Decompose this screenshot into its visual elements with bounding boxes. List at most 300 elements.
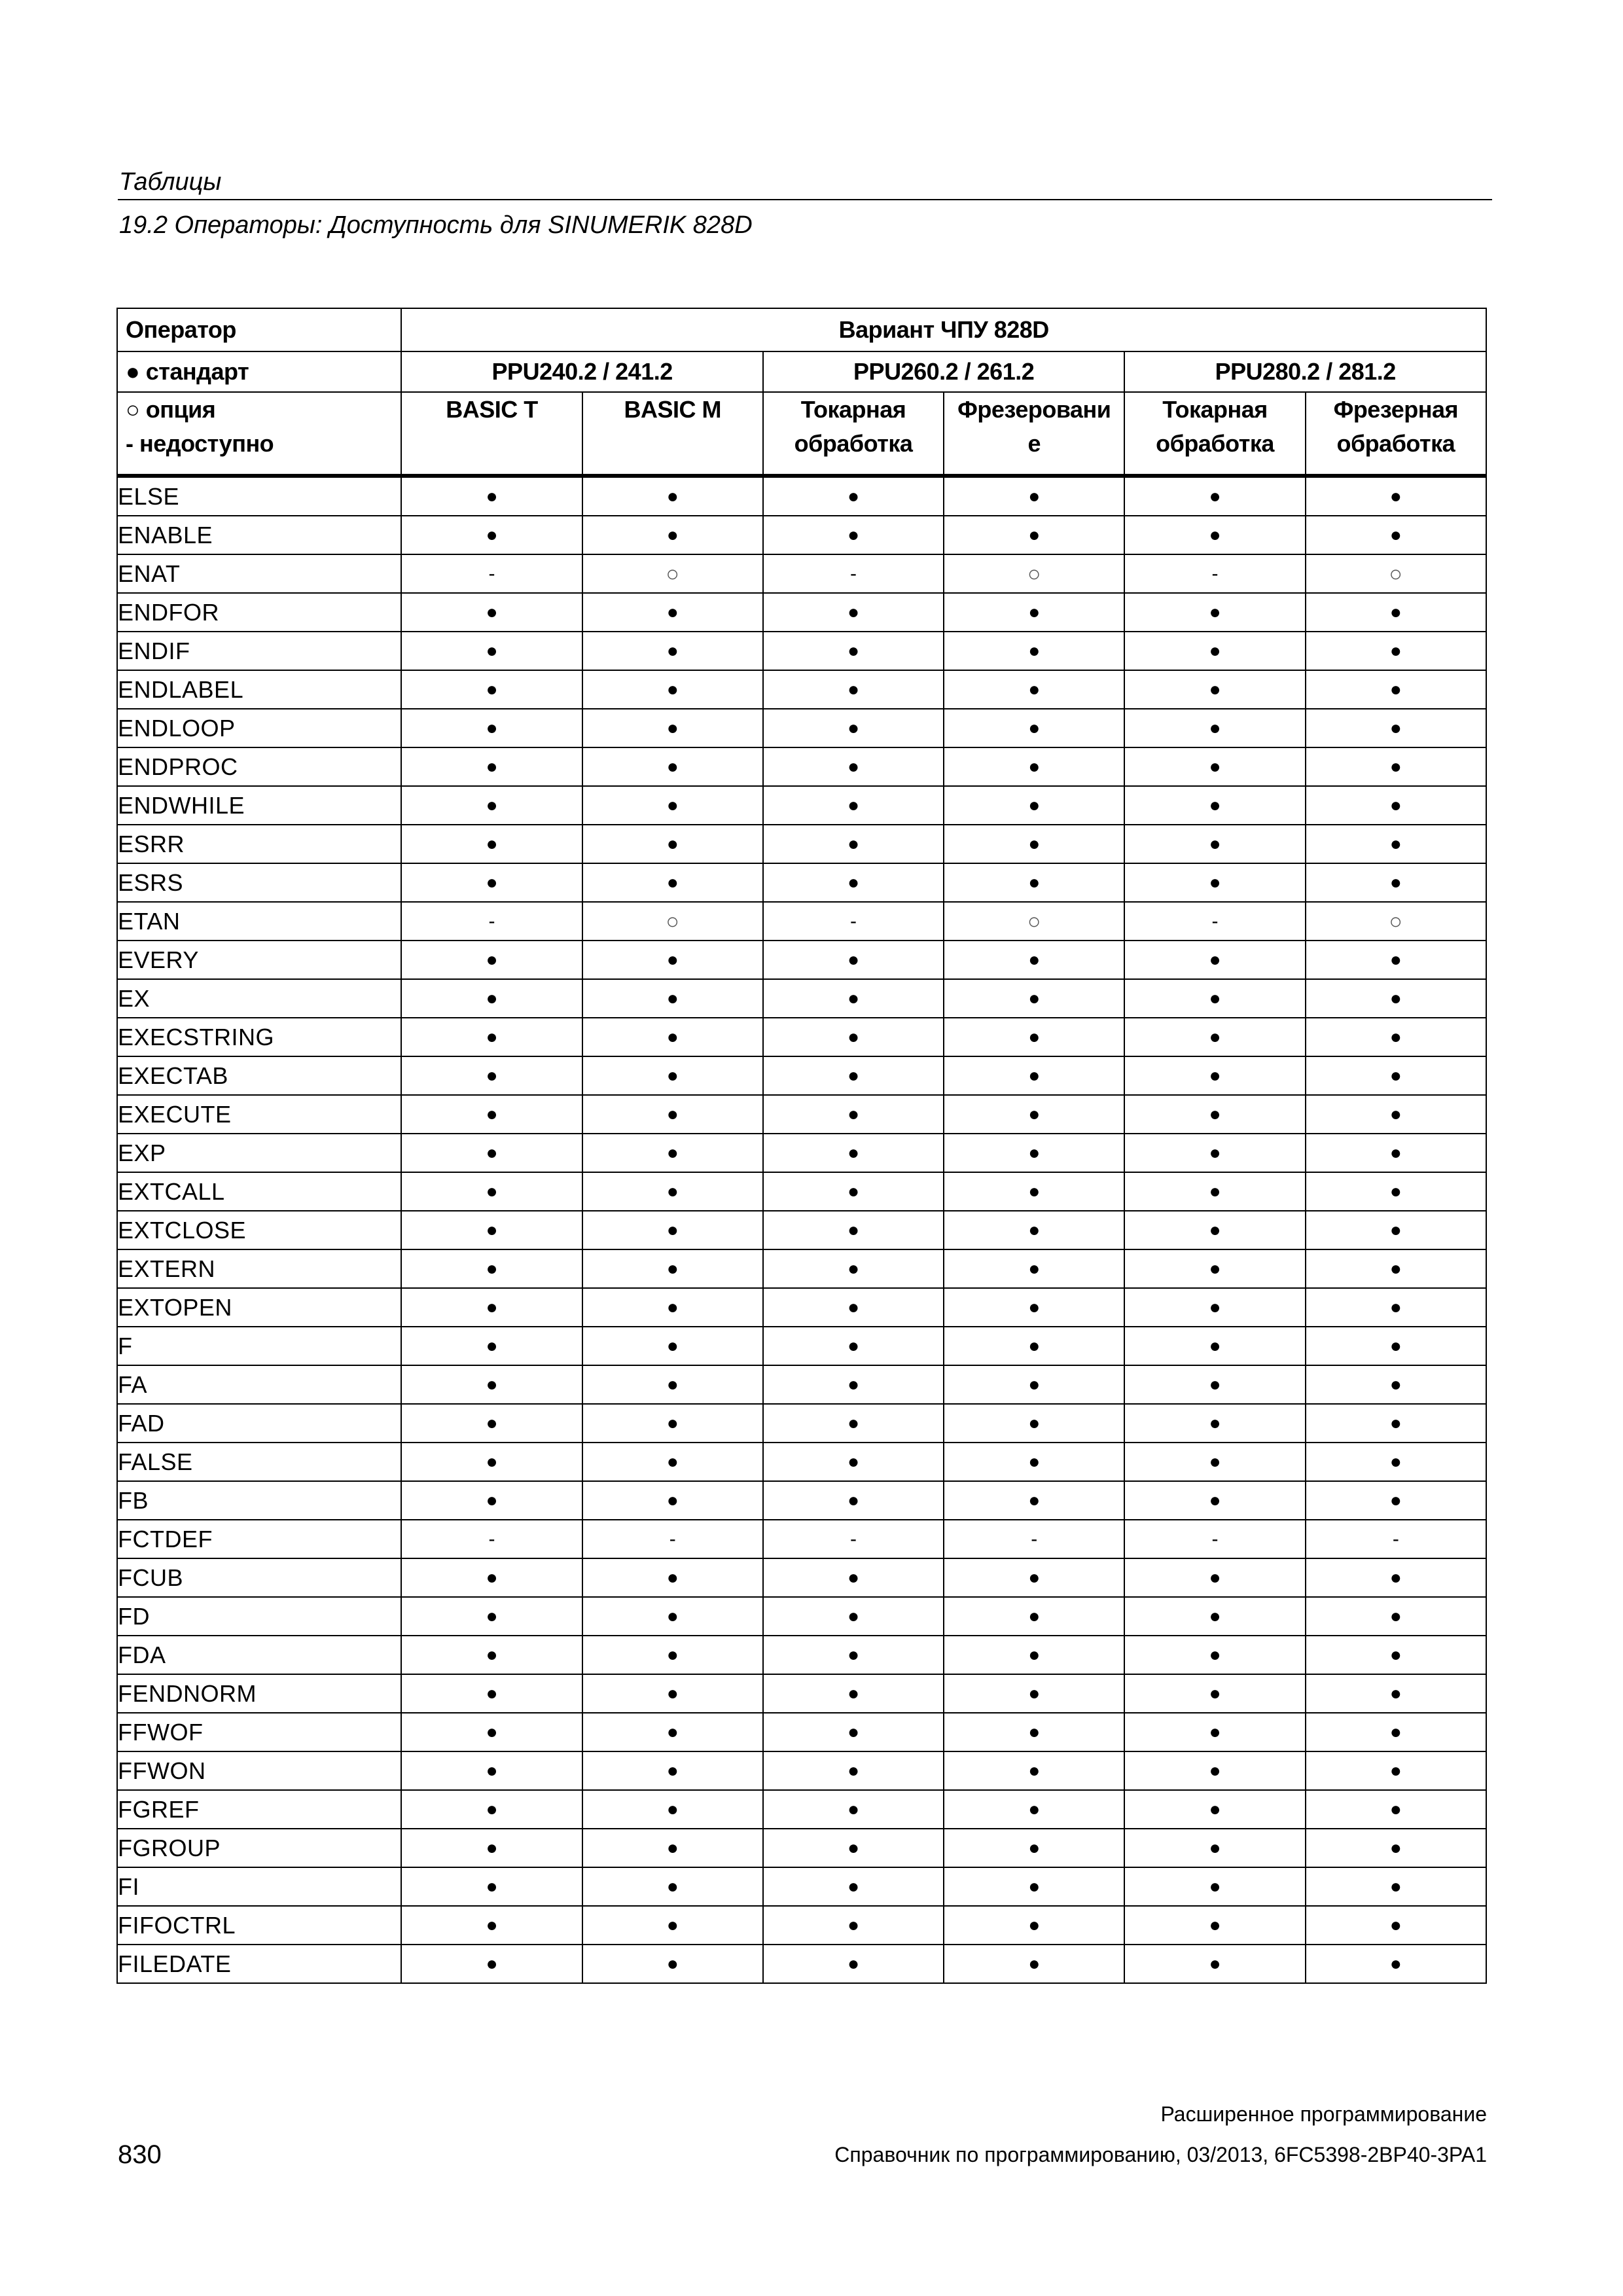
availability-std: ● <box>763 1790 944 1829</box>
availability-std: ● <box>763 1751 944 1790</box>
operator-name: F <box>117 1327 401 1365</box>
availability-std: ● <box>401 1636 582 1674</box>
availability-std: ● <box>944 709 1124 747</box>
operator-name: FDA <box>117 1636 401 1674</box>
availability-std: ● <box>582 709 763 747</box>
availability-std: ● <box>1306 1249 1486 1288</box>
operator-name: ENDPROC <box>117 747 401 786</box>
availability-std: ● <box>763 747 944 786</box>
availability-std: ● <box>944 1597 1124 1636</box>
availability-std: ● <box>401 941 582 979</box>
availability-std: ● <box>1124 1018 1305 1056</box>
legend-option: ○ опция <box>126 396 216 423</box>
availability-std: ● <box>582 1751 763 1790</box>
column-header-line: Токарная <box>800 396 906 423</box>
table-row <box>117 1636 1486 1674</box>
legend-unavailable: - недоступно <box>126 430 274 457</box>
availability-std: ● <box>582 1945 763 1983</box>
availability-std: ● <box>1306 1365 1486 1404</box>
availability-std: ● <box>401 1945 582 1983</box>
availability-std: ● <box>944 632 1124 670</box>
availability-std: ● <box>1306 747 1486 786</box>
table-row <box>117 1018 1486 1056</box>
table-row <box>117 670 1486 709</box>
operator-name: FILEDATE <box>117 1945 401 1983</box>
legend-standard: ● стандарт <box>117 351 401 392</box>
availability-std: ● <box>944 1481 1124 1520</box>
operator-name: FFWOF <box>117 1713 401 1751</box>
operator-name: ENABLE <box>117 516 401 554</box>
availability-std: ● <box>1124 1134 1305 1172</box>
availability-std: ● <box>1306 941 1486 979</box>
operator-name: ENDLOOP <box>117 709 401 747</box>
availability-std: ● <box>1306 1211 1486 1249</box>
table-row <box>117 747 1486 786</box>
availability-std: ● <box>401 1674 582 1713</box>
table-body <box>117 476 1486 1983</box>
operator-name: FI <box>117 1867 401 1906</box>
availability-std: ● <box>763 979 944 1018</box>
table-row <box>117 1790 1486 1829</box>
availability-std: ● <box>763 593 944 632</box>
availability-std: ● <box>944 979 1124 1018</box>
availability-na: - <box>944 1520 1124 1558</box>
table-row <box>117 1288 1486 1327</box>
availability-std: ● <box>1124 1674 1305 1713</box>
availability-std: ● <box>582 632 763 670</box>
column-header-line: BASIC M <box>624 396 722 423</box>
availability-std: ● <box>1306 825 1486 863</box>
availability-std: ● <box>401 1018 582 1056</box>
variant-header: Вариант ЧПУ 828D <box>401 308 1486 351</box>
availability-std: ● <box>944 1172 1124 1211</box>
availability-std: ● <box>401 1751 582 1790</box>
availability-std: ● <box>582 786 763 825</box>
availability-na: - <box>401 554 582 593</box>
availability-std: ● <box>582 1636 763 1674</box>
availability-std: ● <box>582 1288 763 1327</box>
availability-std: ● <box>944 941 1124 979</box>
table-row <box>117 825 1486 863</box>
availability-std: ● <box>1124 1867 1305 1906</box>
availability-std: ● <box>944 747 1124 786</box>
column-header-turning-280 <box>1124 392 1305 476</box>
availability-std: ● <box>1124 941 1305 979</box>
availability-std: ● <box>763 516 944 554</box>
operator-name: FALSE <box>117 1443 401 1481</box>
availability-std: ● <box>582 1674 763 1713</box>
availability-std: ● <box>1124 1790 1305 1829</box>
availability-std: ● <box>582 1249 763 1288</box>
availability-std: ● <box>1306 1867 1486 1906</box>
availability-opt: ○ <box>1306 902 1486 941</box>
availability-std: ● <box>1124 632 1305 670</box>
availability-na: - <box>763 1520 944 1558</box>
availability-std: ● <box>763 1018 944 1056</box>
availability-std: ● <box>401 1829 582 1867</box>
availability-std: ● <box>944 1829 1124 1867</box>
availability-std: ● <box>1124 516 1305 554</box>
availability-std: ● <box>944 1558 1124 1597</box>
operator-name: ENDFOR <box>117 593 401 632</box>
operator-name: FFWON <box>117 1751 401 1790</box>
operator-header: Оператор <box>117 308 401 351</box>
availability-std: ● <box>582 747 763 786</box>
operator-name: FCTDEF <box>117 1520 401 1558</box>
table-row <box>117 1713 1486 1751</box>
availability-std: ● <box>582 1211 763 1249</box>
column-header-line: Фрезерная <box>1333 396 1459 423</box>
operator-name: EXECTAB <box>117 1056 401 1095</box>
availability-std: ● <box>582 1095 763 1134</box>
operator-name: EXECSTRING <box>117 1018 401 1056</box>
availability-std: ● <box>944 1288 1124 1327</box>
operator-name: EXTCALL <box>117 1172 401 1211</box>
availability-std: ● <box>944 1674 1124 1713</box>
availability-std: ● <box>582 1365 763 1404</box>
column-header-line: обработка <box>794 430 913 457</box>
operator-name: EXTCLOSE <box>117 1211 401 1249</box>
availability-std: ● <box>582 825 763 863</box>
availability-std: ● <box>582 1172 763 1211</box>
availability-std: ● <box>944 1095 1124 1134</box>
table-row <box>117 1945 1486 1983</box>
availability-std: ● <box>582 1558 763 1597</box>
table-row <box>117 1481 1486 1520</box>
availability-std: ● <box>1306 786 1486 825</box>
availability-std: ● <box>401 1056 582 1095</box>
table-row <box>117 863 1486 902</box>
availability-std: ● <box>1306 1134 1486 1172</box>
availability-std: ● <box>1306 1713 1486 1751</box>
table-row <box>117 1134 1486 1172</box>
operator-name: FENDNORM <box>117 1674 401 1713</box>
column-header-line: Токарная <box>1162 396 1268 423</box>
availability-std: ● <box>1124 709 1305 747</box>
availability-std: ● <box>763 1867 944 1906</box>
page-header <box>118 166 1492 241</box>
availability-std: ● <box>582 1867 763 1906</box>
availability-std: ● <box>944 1404 1124 1443</box>
availability-std: ● <box>401 516 582 554</box>
operator-name: EXECUTE <box>117 1095 401 1134</box>
availability-std: ● <box>1124 1172 1305 1211</box>
availability-std: ● <box>1124 1327 1305 1365</box>
availability-std: ● <box>401 1172 582 1211</box>
availability-std: ● <box>1306 1751 1486 1790</box>
operator-name: ENDLABEL <box>117 670 401 709</box>
availability-std: ● <box>1306 1443 1486 1481</box>
availability-std: ● <box>582 863 763 902</box>
table-row <box>117 1443 1486 1481</box>
subsection-title: 19.2 Операторы: Доступность для SINUMERIK 828D <box>119 211 753 239</box>
availability-std: ● <box>763 1134 944 1172</box>
column-header-line: обработка <box>1336 430 1455 457</box>
availability-opt: ○ <box>582 902 763 941</box>
availability-std: ● <box>1124 476 1305 516</box>
table-row <box>117 476 1486 516</box>
availability-std: ● <box>1124 1945 1305 1983</box>
availability-na: - <box>1306 1520 1486 1558</box>
availability-std: ● <box>582 593 763 632</box>
availability-std: ● <box>763 941 944 979</box>
availability-std: ● <box>763 1443 944 1481</box>
availability-std: ● <box>401 1365 582 1404</box>
availability-std: ● <box>763 476 944 516</box>
availability-std: ● <box>401 1288 582 1327</box>
availability-std: ● <box>1124 1558 1305 1597</box>
availability-std: ● <box>763 1906 944 1945</box>
table-row <box>117 1829 1486 1867</box>
availability-std: ● <box>944 1867 1124 1906</box>
availability-std: ● <box>763 1481 944 1520</box>
availability-std: ● <box>582 1404 763 1443</box>
operator-name: FGREF <box>117 1790 401 1829</box>
availability-std: ● <box>1124 747 1305 786</box>
availability-opt: ○ <box>944 902 1124 941</box>
availability-std: ● <box>1306 516 1486 554</box>
operator-name: FD <box>117 1597 401 1636</box>
availability-std: ● <box>763 1713 944 1751</box>
table-row <box>117 1211 1486 1249</box>
availability-std: ● <box>944 1790 1124 1829</box>
availability-std: ● <box>401 1095 582 1134</box>
availability-std: ● <box>401 1597 582 1636</box>
table-row <box>117 979 1486 1018</box>
availability-std: ● <box>944 1713 1124 1751</box>
availability-std: ● <box>763 1211 944 1249</box>
availability-std: ● <box>763 1327 944 1365</box>
availability-std: ● <box>401 979 582 1018</box>
availability-std: ● <box>1306 979 1486 1018</box>
column-header-basic-t <box>401 392 582 476</box>
availability-std: ● <box>1124 863 1305 902</box>
availability-opt: ○ <box>944 554 1124 593</box>
availability-std: ● <box>1306 709 1486 747</box>
operator-name: EXTERN <box>117 1249 401 1288</box>
table-row <box>117 1520 1486 1558</box>
availability-std: ● <box>401 632 582 670</box>
table-row <box>117 902 1486 941</box>
column-header-line: Фрезеровани <box>957 396 1111 423</box>
availability-std: ● <box>944 1945 1124 1983</box>
availability-std: ● <box>1306 1327 1486 1365</box>
availability-std: ● <box>1306 476 1486 516</box>
table-row <box>117 1056 1486 1095</box>
footer-title: Расширенное программирование <box>1160 2102 1487 2126</box>
availability-std: ● <box>763 863 944 902</box>
availability-std: ● <box>1306 1597 1486 1636</box>
table-row <box>117 786 1486 825</box>
operator-name: EVERY <box>117 941 401 979</box>
availability-std: ● <box>1124 1288 1305 1327</box>
availability-std: ● <box>763 1945 944 1983</box>
column-header-milling-260 <box>944 392 1124 476</box>
availability-std: ● <box>1124 1481 1305 1520</box>
column-header-milling-280 <box>1306 392 1486 476</box>
availability-std: ● <box>1306 1790 1486 1829</box>
availability-std: ● <box>1124 1906 1305 1945</box>
availability-std: ● <box>582 979 763 1018</box>
operator-name: ENDWHILE <box>117 786 401 825</box>
availability-std: ● <box>582 1713 763 1751</box>
availability-std: ● <box>944 1443 1124 1481</box>
operator-name: EXTOPEN <box>117 1288 401 1327</box>
availability-std: ● <box>944 1018 1124 1056</box>
section-title: Таблицы <box>118 166 1492 200</box>
availability-std: ● <box>1306 1172 1486 1211</box>
availability-std: ● <box>1124 1751 1305 1790</box>
availability-std: ● <box>763 1597 944 1636</box>
availability-std: ● <box>1124 786 1305 825</box>
availability-std: ● <box>1306 1636 1486 1674</box>
availability-std: ● <box>1124 670 1305 709</box>
operator-name: ENAT <box>117 554 401 593</box>
column-header-basic-m <box>582 392 763 476</box>
availability-std: ● <box>1124 1636 1305 1674</box>
operator-name: ETAN <box>117 902 401 941</box>
table-row <box>117 1674 1486 1713</box>
operator-name: FA <box>117 1365 401 1404</box>
availability-std: ● <box>944 1636 1124 1674</box>
table-row <box>117 1172 1486 1211</box>
availability-na: - <box>582 1520 763 1558</box>
availability-std: ● <box>1124 1365 1305 1404</box>
availability-na: - <box>401 1520 582 1558</box>
availability-std: ● <box>944 1249 1124 1288</box>
operator-name: FIFOCTRL <box>117 1906 401 1945</box>
availability-std: ● <box>1306 1056 1486 1095</box>
availability-std: ● <box>1124 1056 1305 1095</box>
availability-std: ● <box>763 1056 944 1095</box>
operator-name: ESRR <box>117 825 401 863</box>
availability-std: ● <box>582 516 763 554</box>
availability-std: ● <box>401 1404 582 1443</box>
availability-std: ● <box>1306 1558 1486 1597</box>
availability-std: ● <box>1124 1211 1305 1249</box>
availability-std: ● <box>944 476 1124 516</box>
operator-name: EXP <box>117 1134 401 1172</box>
availability-std: ● <box>763 1172 944 1211</box>
footer-reference: Справочник по программированию, 03/2013, 6FC5398-2BP40-3PA1 <box>834 2143 1487 2166</box>
availability-na: - <box>1124 1520 1305 1558</box>
availability-std: ● <box>763 1558 944 1597</box>
availability-std: ● <box>1306 1481 1486 1520</box>
availability-std: ● <box>1124 979 1305 1018</box>
availability-std: ● <box>763 1636 944 1674</box>
availability-std: ● <box>401 1249 582 1288</box>
availability-na: - <box>763 554 944 593</box>
availability-std: ● <box>1306 593 1486 632</box>
availability-std: ● <box>944 1056 1124 1095</box>
availability-na: - <box>1124 554 1305 593</box>
availability-std: ● <box>944 516 1124 554</box>
availability-std: ● <box>944 1211 1124 1249</box>
table-row <box>117 1327 1486 1365</box>
availability-std: ● <box>1306 1404 1486 1443</box>
availability-std: ● <box>401 1867 582 1906</box>
availability-std: ● <box>763 1404 944 1443</box>
page-number: 830 <box>118 2140 162 2169</box>
table-row <box>117 593 1486 632</box>
availability-std: ● <box>401 1713 582 1751</box>
availability-std: ● <box>582 1018 763 1056</box>
availability-na: - <box>1124 902 1305 941</box>
availability-std: ● <box>763 1674 944 1713</box>
operator-name: FB <box>117 1481 401 1520</box>
availability-std: ● <box>582 1790 763 1829</box>
availability-std: ● <box>1124 825 1305 863</box>
availability-std: ● <box>1306 1906 1486 1945</box>
group-header-ppu260: PPU260.2 / 261.2 <box>763 351 1125 392</box>
availability-na: - <box>763 902 944 941</box>
table-row <box>117 1095 1486 1134</box>
availability-std: ● <box>1306 1288 1486 1327</box>
availability-std: ● <box>401 1327 582 1365</box>
availability-std: ● <box>944 825 1124 863</box>
table-row <box>117 709 1486 747</box>
availability-std: ● <box>944 1751 1124 1790</box>
table-row <box>117 941 1486 979</box>
table-row <box>117 554 1486 593</box>
column-header-line: BASIC T <box>446 396 538 423</box>
availability-std: ● <box>1306 1095 1486 1134</box>
operator-name: ENDIF <box>117 632 401 670</box>
operator-name: FCUB <box>117 1558 401 1597</box>
availability-std: ● <box>1306 632 1486 670</box>
availability-std: ● <box>401 786 582 825</box>
availability-std: ● <box>944 1365 1124 1404</box>
availability-std: ● <box>944 863 1124 902</box>
availability-std: ● <box>944 1134 1124 1172</box>
availability-std: ● <box>582 670 763 709</box>
availability-opt: ○ <box>582 554 763 593</box>
availability-std: ● <box>763 709 944 747</box>
availability-std: ● <box>1306 1674 1486 1713</box>
availability-std: ● <box>401 1906 582 1945</box>
availability-std: ● <box>582 1056 763 1095</box>
table-row <box>117 1249 1486 1288</box>
availability-std: ● <box>763 1249 944 1288</box>
availability-std: ● <box>944 786 1124 825</box>
table-row <box>117 1906 1486 1945</box>
availability-std: ● <box>401 709 582 747</box>
table-row <box>117 1404 1486 1443</box>
column-header-line: е <box>1027 430 1041 457</box>
operators-availability-table <box>116 308 1487 1984</box>
group-header-ppu280: PPU280.2 / 281.2 <box>1124 351 1486 392</box>
availability-std: ● <box>582 1481 763 1520</box>
availability-std: ● <box>401 1790 582 1829</box>
operator-name: ELSE <box>117 476 401 516</box>
availability-std: ● <box>401 747 582 786</box>
availability-std: ● <box>582 1443 763 1481</box>
availability-std: ● <box>401 863 582 902</box>
availability-std: ● <box>401 670 582 709</box>
availability-std: ● <box>763 1095 944 1134</box>
availability-std: ● <box>582 1906 763 1945</box>
availability-std: ● <box>401 1443 582 1481</box>
availability-std: ● <box>1124 593 1305 632</box>
availability-std: ● <box>1306 1829 1486 1867</box>
availability-na: - <box>401 902 582 941</box>
availability-std: ● <box>582 476 763 516</box>
availability-std: ● <box>1124 1404 1305 1443</box>
table-row <box>117 1558 1486 1597</box>
availability-std: ● <box>763 1829 944 1867</box>
availability-std: ● <box>1306 1945 1486 1983</box>
availability-std: ● <box>763 632 944 670</box>
